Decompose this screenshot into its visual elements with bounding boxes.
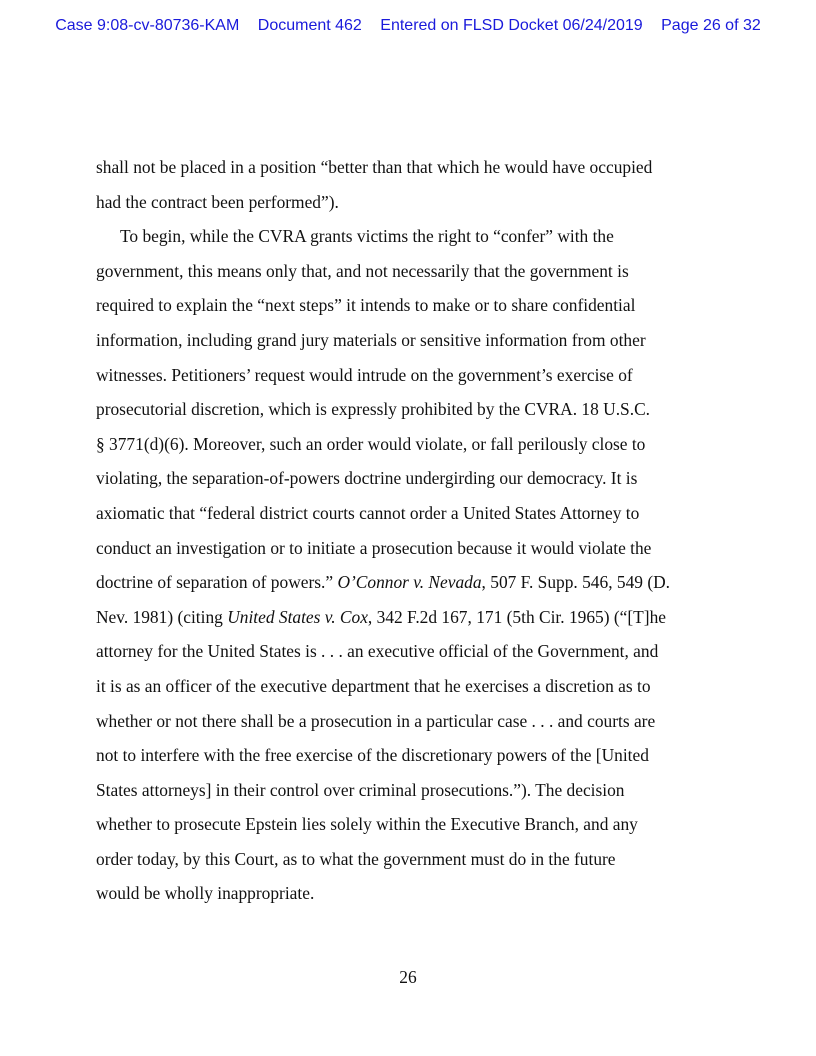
page-count: Page 26 of 32 — [661, 17, 761, 34]
docket-header — [0, 17, 816, 35]
document-body — [96, 150, 720, 911]
body-line: it is as an officer of the executive department that he exercises a discretion as to — [96, 675, 651, 696]
body-line-citation — [96, 600, 720, 635]
body-line: government, this means only that, and not necessarily that the government is — [96, 260, 629, 281]
body-line: States attorneys] in their control over criminal prosecutions.”). The decision — [96, 779, 625, 800]
body-line: attorney for the United States is . . . an executive official of the Government, and — [96, 641, 659, 662]
body-line: shall not be placed in a position “better than that which he would have occupied — [96, 157, 653, 177]
body-line: To begin, while the CVRA grants victims the right to “confer” with the — [120, 226, 614, 247]
citation-text: doctrine of separation of powers.” — [96, 572, 338, 593]
body-line: conduct an investigation or to initiate a prosecution because it would violate the — [96, 537, 652, 558]
body-line-citation — [96, 565, 720, 600]
citation-text: Nev. 1981) (citing — [96, 606, 228, 627]
case-name: United States v. Cox — [227, 606, 368, 627]
body-line: witnesses. Petitioners’ request would intrude on the government’s exercise of — [96, 364, 633, 385]
citation-text: , 507 F. Supp. 546, 549 (D. — [481, 572, 671, 593]
body-line: information, including grand jury materials or sensitive information from other — [96, 329, 646, 350]
body-line: not to interfere with the free exercise of the discretionary powers of the [United — [96, 745, 649, 766]
page-number: 26 — [399, 967, 417, 987]
case-number: Case 9:08-cv-80736-KAM — [55, 17, 240, 34]
case-name: O’Connor v. Nevada — [337, 572, 482, 593]
docket-entry-date: Entered on FLSD Docket 06/24/2019 — [380, 17, 643, 34]
body-line: required to explain the “next steps” it intends to make or to share confidential — [96, 295, 636, 316]
body-line: § 3771(d)(6). Moreover, such an order would violate, or fall perilously close to — [96, 433, 646, 454]
body-line: prosecutorial discretion, which is expressly prohibited by the CVRA. 18 U.S.C. — [96, 399, 651, 420]
body-line: whether to prosecute Epstein lies solely within the Executive Branch, and any — [96, 814, 638, 835]
body-line: violating, the separation-of-powers doctrine undergirding our democracy. It is — [96, 468, 638, 489]
body-line: would be wholly inappropriate. — [96, 883, 315, 904]
document-number: Document 462 — [257, 17, 362, 34]
body-line: order today, by this Court, as to what the government must do in the future — [96, 848, 616, 869]
citation-text: , 342 F.2d 167, 171 (5th Cir. 1965) (“[T]he — [367, 606, 666, 627]
body-line: had the contract been performed”). — [96, 191, 339, 212]
body-line: whether or not there shall be a prosecution in a particular case . . . and courts are — [96, 710, 656, 731]
body-line: axiomatic that “federal district courts cannot order a United States Attorney to — [96, 502, 640, 523]
